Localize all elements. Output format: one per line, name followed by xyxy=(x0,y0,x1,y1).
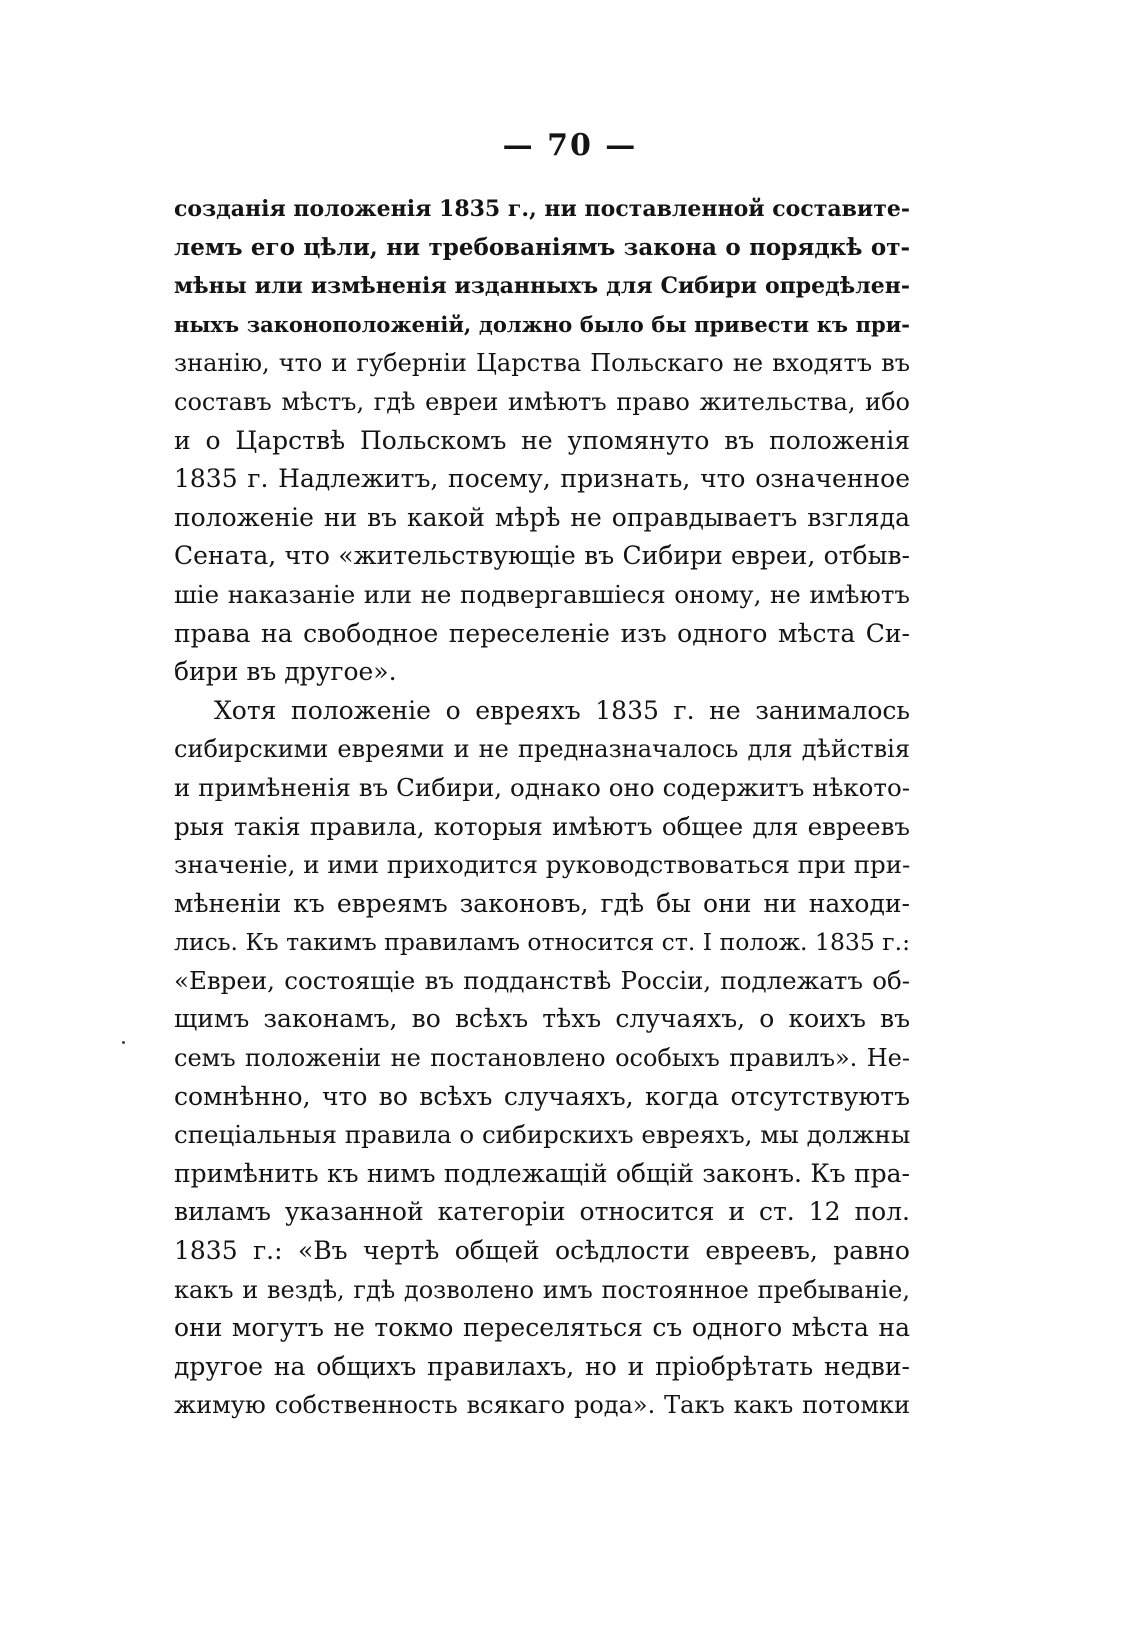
page-number: — 70 — xyxy=(502,128,638,163)
text-line: ныхъ законоположеній, должно было бы привести къ при- xyxy=(174,311,910,337)
text-line: лемъ его цѣли, ни требованіямъ закона о порядкѣ от- xyxy=(174,233,910,261)
text-line: виламъ указанной категоріи относится и ст. 12 пол. xyxy=(174,1197,910,1227)
text-line: жимую собственность всякаго рода». Такъ какъ потомки xyxy=(174,1391,910,1420)
paragraph-1 xyxy=(174,190,910,692)
text-line: семъ положеніи не постановлено особыхъ правилъ». Не- xyxy=(174,1044,910,1073)
text-line: шіе наказаніе или не подвергавшіеся оному, не имѣютъ xyxy=(174,579,910,609)
text-line: Хотя положеніе о евреяхъ 1835 г. не занималось xyxy=(214,695,910,725)
text-line: щимъ законамъ, во всѣхъ тѣхъ случаяхъ, о коихъ въ xyxy=(174,1004,910,1034)
paragraph-2 xyxy=(174,692,910,1425)
text-line: положеніе ни въ какой мѣрѣ не оправдываетъ взгляда xyxy=(174,502,910,532)
text-line: примѣнить къ нимъ подлежащій общій законъ. Къ пра- xyxy=(174,1158,910,1188)
text-line: мѣненіи къ евреямъ законовъ, гдѣ бы они ни находи- xyxy=(174,888,910,918)
text-line: 1835 г. Надлежитъ, посему, признать, что означенное xyxy=(174,464,910,494)
text-line: какъ и вездѣ, гдѣ дозволено имъ постоянное пребываніе, xyxy=(174,1275,910,1304)
text-line: права на свободное переселеніе изъ одного мѣста Си- xyxy=(174,618,910,648)
text-line: 1835 г.: «Въ чертѣ общей осѣдлости евреевъ, равно xyxy=(174,1236,910,1266)
text-line: бири въ другое». xyxy=(174,657,397,687)
text-line: Сената, что «жительствующіе въ Сибири евреи, отбыв- xyxy=(174,541,910,571)
text-line: знанію, что и губерніи Царства Польскаго не входятъ въ xyxy=(174,349,910,378)
text-line: сибирскими евреями и не предназначалось для дѣйствія xyxy=(174,735,910,764)
text-line: рыя такія правила, которыя имѣютъ общее для евреевъ xyxy=(174,811,910,841)
text-line: мѣны или измѣненія изданныхъ для Сибири опредѣлен- xyxy=(174,273,910,300)
text-line: «Евреи, состоящіе въ подданствѣ Россіи, подлежатъ об- xyxy=(174,965,910,995)
text-line: они могутъ не токмо переселяться съ одного мѣста на xyxy=(174,1313,910,1343)
text-line: созданія положенія 1835 г., ни поставленной составите- xyxy=(174,196,910,222)
text-line: и примѣненія въ Сибири, однако оно содержитъ нѣкото- xyxy=(174,772,910,802)
text-line: лись. Къ такимъ правиламъ относится ст. I полож. 1835 г.: xyxy=(174,928,910,957)
text-line: значеніе, и ими приходится руководствоваться при при- xyxy=(174,850,910,880)
body-text xyxy=(174,190,910,1425)
text-line: другое на общихъ правилахъ, но и пріобрѣтать недви- xyxy=(174,1351,910,1381)
text-line: и о Царствѣ Польскомъ не упомянуто въ положенія xyxy=(174,425,910,455)
text-line: составъ мѣстъ, гдѣ евреи имѣютъ право жительства, ибо xyxy=(174,387,910,416)
text-line: спеціальныя правила о сибирскихъ евреяхъ, мы должны xyxy=(174,1120,910,1150)
print-speck xyxy=(122,1041,125,1044)
text-line: сомнѣнно, что во всѣхъ случаяхъ, когда отсутствуютъ xyxy=(174,1081,910,1111)
